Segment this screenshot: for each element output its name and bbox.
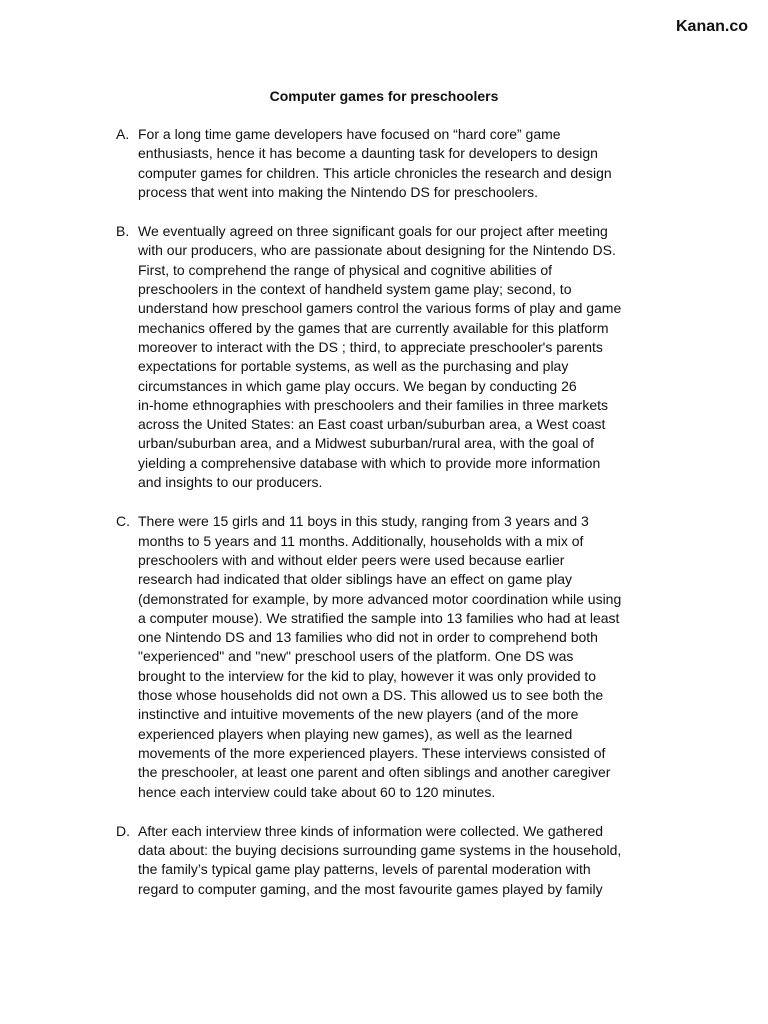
paragraph-text <box>138 512 676 801</box>
text-line: movements of the more experienced players. These interviews consisted of <box>138 744 606 761</box>
text-line: research had indicated that older siblings have an effect on game play <box>138 571 573 588</box>
paragraph-text <box>138 822 676 899</box>
paragraph-letter: D. <box>116 822 130 839</box>
text-line: expectations for portable systems, as well as the purchasing and play <box>138 358 569 375</box>
text-line: across the United States: an East coast urban/suburban area, a West coast <box>138 416 606 433</box>
text-line: a computer mouse). We stratified the sample into 13 families who had at least <box>138 609 620 626</box>
text-line: process that went into making the Nintendo DS for preschoolers. <box>138 183 538 200</box>
paragraph-a <box>116 125 676 202</box>
text-line: experienced players when playing new games), as well as the learned <box>138 725 573 742</box>
text-line: We eventually agreed on three significant goals for our project after meeting <box>138 223 608 240</box>
text-line: one Nintendo DS and 13 families who did not in order to comprehend both <box>138 629 598 646</box>
text-line: mechanics offered by the games that are currently available for this platform <box>138 319 609 336</box>
text-line: There were 15 girls and 11 boys in this study, ranging from 3 years and 3 <box>138 513 589 530</box>
text-line: circumstances in which game play occurs. We began by conducting 26 <box>138 377 577 394</box>
text-line: months to 5 years and 11 months. Additionally, households with a mix of <box>138 532 584 549</box>
text-line: regard to computer gaming, and the most favourite games played by family <box>138 880 603 897</box>
text-line: preschoolers in the context of handheld system game play; second, to <box>138 281 572 298</box>
text-line: urban/suburban area, and a Midwest suburban/rural area, with the goal of <box>138 435 595 452</box>
text-line: instinctive and intuitive movements of the new players (and of the more <box>138 706 579 723</box>
text-line: After each interview three kinds of information were collected. We gathered <box>138 822 604 839</box>
text-line: First, to comprehend the range of physical and cognitive abilities of <box>138 261 553 278</box>
text-line: and insights to our producers. <box>138 474 323 491</box>
text-line: enthusiasts, hence it has become a daunting task for developers to design <box>138 145 598 162</box>
text-line: "experienced" and "new" preschool users of the platform. One DS was <box>138 648 574 665</box>
text-line: understand how preschool gamers control the various forms of play and game <box>138 300 622 317</box>
text-line: preschoolers with and without elder peers were used because earlier <box>138 551 565 568</box>
text-line: For a long time game developers have focused on “hard core” game <box>138 126 561 142</box>
text-line: (demonstrated for example, by more advanced motor coordination while using <box>138 590 622 607</box>
paragraph-letter: A. <box>116 126 130 142</box>
text-line: computer games for children. This article chronicles the research and design <box>138 164 612 181</box>
text-line: hence each interview could take about 60 to 120 minutes. <box>138 783 496 800</box>
text-line: in-home ethnographies with preschoolers and their families in three markets <box>138 396 609 413</box>
paragraph-text <box>138 222 676 492</box>
text-line: the family’s typical game play patterns, levels of parental moderation with <box>138 861 591 878</box>
paragraph-letter: C. <box>116 513 130 530</box>
text-line: data about: the buying decisions surrounding game systems in the household, <box>138 842 622 859</box>
paragraph-text <box>138 125 676 202</box>
paragraph-c <box>116 512 676 801</box>
document-title: Computer games for preschoolers <box>269 88 499 104</box>
text-line: the preschooler, at least one parent and often siblings and another caregiver <box>138 764 611 781</box>
text-line: yielding a comprehensive database with which to provide more information <box>138 454 601 471</box>
text-line: those whose households did not own a DS. This allowed us to see both the <box>138 687 604 704</box>
paragraph-letter: B. <box>116 223 130 240</box>
text-line: brought to the interview for the kid to play, however it was only provided to <box>138 667 597 684</box>
brand-logo-text[interactable]: Kanan.co <box>675 18 748 35</box>
text-line: moreover to interact with the DS ; third, to appreciate preschooler's parents <box>138 338 603 355</box>
document-body <box>116 125 676 919</box>
paragraph-d <box>116 822 676 899</box>
text-line: with our producers, who are passionate about designing for the Nintendo DS. <box>138 242 616 259</box>
paragraph-b <box>116 222 676 492</box>
